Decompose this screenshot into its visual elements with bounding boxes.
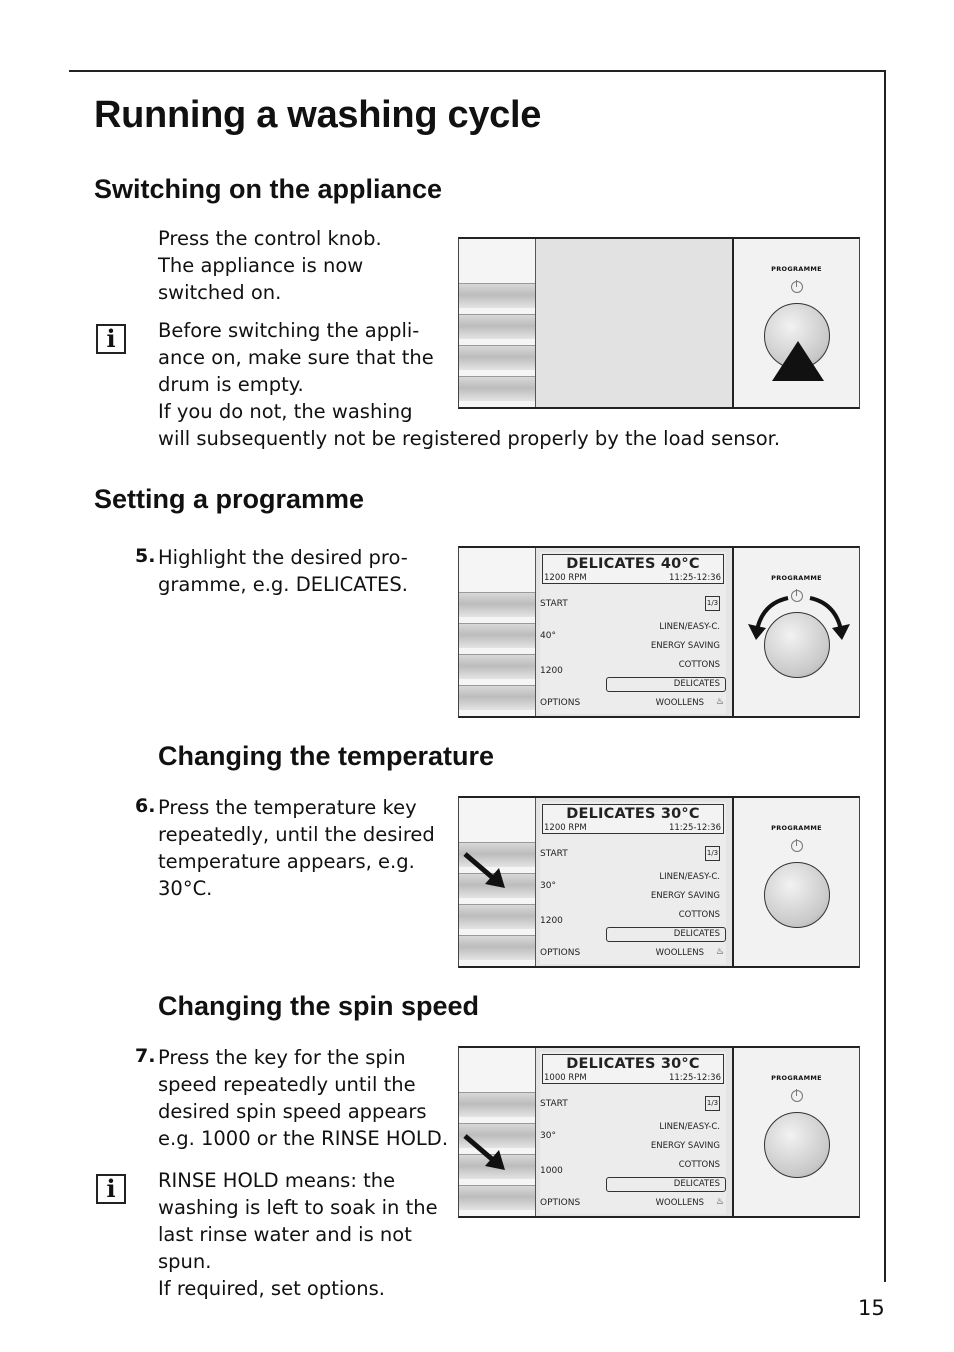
rotate-arrows-icon	[746, 592, 852, 642]
lcd-spin: 1200	[540, 666, 563, 676]
switch-on-info: Before switching the appli- ance on, make sure that the drum is empty. If you do not, the washing will subsequently not be registered properly by the load sensor.	[158, 319, 781, 450]
lcd-fraction: 1/3	[705, 1096, 720, 1111]
panel-key[interactable]	[459, 345, 535, 370]
panel-key[interactable]	[459, 685, 535, 710]
knob-area	[734, 798, 859, 966]
step-number-6: 6.	[135, 795, 156, 817]
lcd-start: START	[540, 849, 568, 859]
step-number-5: 5.	[135, 545, 156, 567]
panel-key[interactable]	[459, 935, 535, 960]
knob-area	[734, 1048, 859, 1216]
knob-area	[734, 239, 859, 407]
lcd-prog-cottons: COTTONS	[678, 910, 720, 920]
heading-spin-speed: Changing the spin speed	[158, 991, 480, 1021]
panel-key[interactable]	[459, 654, 535, 679]
power-icon	[791, 281, 803, 293]
lcd-start: START	[540, 1099, 568, 1109]
rinse-hold-info: RINSE HOLD means: the washing is left to soak in the last rinse water and is not spun. If required, set options.	[158, 1169, 438, 1300]
power-icon	[791, 840, 803, 852]
info-icon: i	[96, 1174, 126, 1204]
key-column	[459, 548, 536, 716]
control-panel-temperature	[458, 796, 860, 968]
programme-label: PROGRAMME	[771, 1074, 822, 1082]
tub-icon: ♨	[715, 697, 724, 707]
lcd-prog-energy: ENERGY SAVING	[650, 891, 720, 901]
tub-icon: ♨	[715, 947, 724, 957]
control-panel-switch-on	[458, 237, 860, 409]
lcd-rpm: 1200 RPM	[544, 823, 587, 833]
lcd-prog-delicates: DELICATES	[673, 679, 720, 689]
right-rule	[884, 70, 886, 1282]
panel-key[interactable]	[459, 1185, 535, 1210]
programme-label: PROGRAMME	[771, 824, 822, 832]
heading-setting-programme: Setting a programme	[94, 484, 365, 514]
lcd-options: OPTIONS	[540, 1198, 581, 1208]
lcd-prog-cottons: COTTONS	[678, 660, 720, 670]
lcd-prog-linen: LINEN/EASY-C.	[659, 622, 720, 632]
lcd-prog-delicates: DELICATES	[673, 929, 720, 939]
power-icon	[791, 1090, 803, 1102]
lcd-display	[540, 802, 726, 964]
lcd-programme-title: DELICATES 40°C	[566, 556, 700, 572]
panel-key[interactable]	[459, 904, 535, 929]
lcd-rpm: 1200 RPM	[544, 573, 587, 583]
lcd-temperature: 30°	[540, 881, 556, 891]
programme-label: PROGRAMME	[771, 265, 822, 273]
panel-key[interactable]	[459, 314, 535, 339]
lcd-prog-linen: LINEN/EASY-C.	[659, 872, 720, 882]
lcd-spin: 1000	[540, 1166, 563, 1176]
blank-display	[536, 239, 734, 407]
tub-icon: ♨	[715, 1197, 724, 1207]
top-rule	[69, 70, 886, 72]
control-panel-programme	[458, 546, 860, 718]
lcd-fraction: 1/3	[705, 846, 720, 861]
pointer-arrow-icon	[463, 850, 507, 890]
lcd-temperature: 40°	[540, 631, 556, 641]
programme-label: PROGRAMME	[771, 574, 822, 582]
panel-key[interactable]	[459, 592, 535, 617]
lcd-prog-delicates: DELICATES	[673, 1179, 720, 1189]
lcd-options: OPTIONS	[540, 948, 581, 958]
lcd-time: 11:25-12:36	[668, 573, 721, 583]
lcd-header	[542, 1054, 724, 1084]
panel-key[interactable]	[459, 1092, 535, 1117]
lcd-options: OPTIONS	[540, 698, 581, 708]
pointer-arrow-icon	[463, 1132, 507, 1172]
panel-key[interactable]	[459, 283, 535, 308]
page-title: Running a washing cycle	[94, 94, 542, 136]
lcd-temperature: 30°	[540, 1131, 556, 1141]
panel-key[interactable]	[459, 376, 535, 401]
lcd-prog-energy: ENERGY SAVING	[650, 641, 720, 651]
key-column	[459, 1048, 536, 1216]
step-6-text: Press the temperature key repeatedly, until the desired temperature appears, e.g. 30°C.	[158, 796, 435, 900]
lcd-time: 11:25-12:36	[668, 1073, 721, 1083]
lcd-display	[540, 1052, 726, 1214]
display-screen	[536, 798, 734, 966]
step-number-7: 7.	[135, 1045, 156, 1067]
page-number: 15	[858, 1296, 885, 1320]
control-panel-spin	[458, 1046, 860, 1218]
lcd-display	[540, 552, 726, 714]
display-screen	[536, 548, 734, 716]
press-arrow-icon	[770, 339, 826, 383]
heading-temperature: Changing the temperature	[158, 741, 495, 771]
switch-on-instruction: Press the control knob. The appliance is now switched on.	[158, 227, 382, 304]
lcd-prog-woollens: WOOLLENS	[655, 948, 704, 958]
lcd-programme-title: DELICATES 30°C	[566, 806, 700, 822]
lcd-prog-energy: ENERGY SAVING	[650, 1141, 720, 1151]
knob-area	[734, 548, 859, 716]
lcd-header	[542, 554, 724, 584]
step-7-text: Press the key for the spin speed repeatedly until the desired spin speed appears e.g. 1000 or the RINSE HOLD.	[158, 1046, 449, 1150]
lcd-prog-linen: LINEN/EASY-C.	[659, 1122, 720, 1132]
lcd-spin: 1200	[540, 916, 563, 926]
display-screen	[536, 1048, 734, 1216]
programme-knob[interactable]	[764, 862, 830, 928]
heading-switching-on: Switching on the appliance	[94, 174, 443, 204]
panel-key[interactable]	[459, 623, 535, 648]
step-5-text: Highlight the desired pro- gramme, e.g. DELICATES.	[158, 546, 408, 596]
lcd-start: START	[540, 599, 568, 609]
key-column	[459, 798, 536, 966]
info-icon: i	[96, 324, 126, 354]
lcd-prog-woollens: WOOLLENS	[655, 698, 704, 708]
lcd-fraction: 1/3	[705, 596, 720, 611]
key-column	[459, 239, 536, 407]
programme-knob[interactable]	[764, 1112, 830, 1178]
lcd-programme-title: DELICATES 30°C	[566, 1056, 700, 1072]
lcd-time: 11:25-12:36	[668, 823, 721, 833]
lcd-rpm: 1000 RPM	[544, 1073, 587, 1083]
lcd-prog-cottons: COTTONS	[678, 1160, 720, 1170]
lcd-header	[542, 804, 724, 834]
lcd-prog-woollens: WOOLLENS	[655, 1198, 704, 1208]
